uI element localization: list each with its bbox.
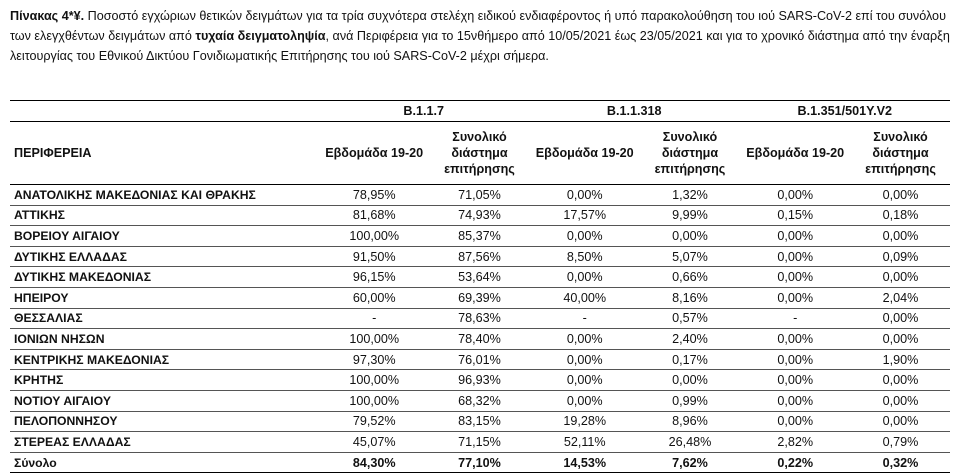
value-cell: 0,17%	[640, 349, 739, 370]
region-name-cell: ΗΠΕΙΡΟΥ	[10, 287, 318, 308]
value-cell: 0,57%	[640, 308, 739, 329]
value-cell: 0,15%	[739, 205, 851, 226]
value-cell: 53,64%	[430, 267, 529, 288]
region-name-cell: ΙΟΝΙΩΝ ΝΗΣΩΝ	[10, 329, 318, 350]
value-cell: 78,63%	[430, 308, 529, 329]
value-cell: 0,00%	[851, 267, 950, 288]
region-name-cell: ΣΤΕΡΕΑΣ ΕΛΛΑΔΑΣ	[10, 432, 318, 453]
value-cell: 84,30%	[318, 452, 430, 473]
table-row	[10, 411, 950, 432]
value-cell: 0,00%	[739, 411, 851, 432]
region-name-cell: Σύνολο	[10, 452, 318, 473]
value-cell: 0,66%	[640, 267, 739, 288]
value-cell: 0,00%	[851, 370, 950, 391]
value-cell: 0,00%	[851, 390, 950, 411]
value-cell: 1,32%	[640, 185, 739, 206]
value-cell: 74,93%	[430, 205, 529, 226]
value-cell: 87,56%	[430, 246, 529, 267]
value-cell: 0,00%	[851, 185, 950, 206]
group-header-b1351: B.1.351/501Y.V2	[739, 101, 950, 122]
value-cell: 0,00%	[529, 370, 641, 391]
region-name-cell: ΝΟΤΙΟΥ ΑΙΓΑΙΟΥ	[10, 390, 318, 411]
table-caption	[10, 6, 950, 66]
value-cell: 9,99%	[640, 205, 739, 226]
value-cell: 0,32%	[851, 452, 950, 473]
week-column-header: Εβδομάδα 19-20	[318, 122, 430, 185]
region-name-cell: ΑΝΑΤΟΛΙΚΗΣ ΜΑΚΕΔΟΝΙΑΣ ΚΑΙ ΘΡΑΚΗΣ	[10, 185, 318, 206]
value-cell: 19,28%	[529, 411, 641, 432]
value-cell: 0,00%	[529, 267, 641, 288]
value-cell: 0,99%	[640, 390, 739, 411]
value-cell: 91,50%	[318, 246, 430, 267]
value-cell: 2,82%	[739, 432, 851, 453]
value-cell: 69,39%	[430, 287, 529, 308]
value-cell: 83,15%	[430, 411, 529, 432]
value-cell: 2,04%	[851, 287, 950, 308]
group-header-row	[10, 101, 950, 122]
table-body	[10, 185, 950, 473]
region-name-cell: ΑΤΤΙΚΗΣ	[10, 205, 318, 226]
value-cell: 0,00%	[739, 349, 851, 370]
table-row	[10, 370, 950, 391]
region-name-cell: ΚΕΝΤΡΙΚΗΣ ΜΑΚΕΔΟΝΙΑΣ	[10, 349, 318, 370]
value-cell: 0,09%	[851, 246, 950, 267]
value-cell: 17,57%	[529, 205, 641, 226]
variants-table	[10, 100, 950, 473]
value-cell: 0,00%	[640, 370, 739, 391]
value-cell: 40,00%	[529, 287, 641, 308]
value-cell: 85,37%	[430, 226, 529, 247]
group-header-b11318: B.1.1.318	[529, 101, 740, 122]
region-name-cell: ΒΟΡΕΙΟΥ ΑΙΓΑΙΟΥ	[10, 226, 318, 247]
value-cell: 100,00%	[318, 329, 430, 350]
caption-text-part2: , ανά Περιφέρεια για το 15νθήμερο από 10/05/2021 έως 23/05/2021 και για το χρονικό διάστημα από την έναρξη λειτουργίας του Εθνικού Δικτύου Γονιδιωματικής Επιτήρησης του ιού SARS-CoV-2 μέχρι σήμερα.	[10, 29, 950, 63]
value-cell: 78,95%	[318, 185, 430, 206]
table-row	[10, 308, 950, 329]
value-cell: 100,00%	[318, 390, 430, 411]
value-cell: 79,52%	[318, 411, 430, 432]
value-cell: 97,30%	[318, 349, 430, 370]
value-cell: 71,15%	[430, 432, 529, 453]
region-name-cell: ΔΥΤΙΚΗΣ ΜΑΚΕΔΟΝΙΑΣ	[10, 267, 318, 288]
caption-label: Πίνακας 4*¥.	[10, 9, 85, 23]
value-cell: -	[739, 308, 851, 329]
value-cell: 5,07%	[640, 246, 739, 267]
value-cell: 0,00%	[529, 185, 641, 206]
value-cell: 78,40%	[430, 329, 529, 350]
caption-text-part1: Ποσοστό εγχώριων θετικών δειγμάτων για τα τρία συχνότερα στελέχη ειδικού ενδιαφέροντος ή υπό παρακολούθηση του ιού SARS-CoV-2 επί του συνόλου των ελεγχθέντων δειγμάτων από	[10, 9, 946, 43]
region-column-header: ΠΕΡΙΦΕΡΕΙΑ	[10, 122, 318, 185]
table-row	[10, 432, 950, 453]
value-cell: 0,22%	[739, 452, 851, 473]
value-cell: 0,00%	[851, 329, 950, 350]
value-cell: 14,53%	[529, 452, 641, 473]
value-cell: 60,00%	[318, 287, 430, 308]
total-period-column-header: Συνολικό διάστημα επιτήρησης	[851, 122, 950, 185]
week-column-header: Εβδομάδα 19-20	[739, 122, 851, 185]
value-cell: 52,11%	[529, 432, 641, 453]
table-row	[10, 185, 950, 206]
data-table-container	[10, 100, 950, 473]
value-cell: 0,00%	[640, 226, 739, 247]
value-cell: 0,00%	[739, 226, 851, 247]
table-row	[10, 226, 950, 247]
value-cell: 81,68%	[318, 205, 430, 226]
value-cell: 8,96%	[640, 411, 739, 432]
group-header-b117: B.1.1.7	[318, 101, 529, 122]
value-cell: 0,00%	[739, 329, 851, 350]
table-row	[10, 349, 950, 370]
value-cell: 100,00%	[318, 370, 430, 391]
value-cell: 7,62%	[640, 452, 739, 473]
table-row	[10, 246, 950, 267]
value-cell: 0,18%	[851, 205, 950, 226]
value-cell: 0,00%	[529, 329, 641, 350]
value-cell: 45,07%	[318, 432, 430, 453]
value-cell: 0,00%	[529, 349, 641, 370]
value-cell: 96,15%	[318, 267, 430, 288]
value-cell: 8,50%	[529, 246, 641, 267]
value-cell: 0,00%	[851, 308, 950, 329]
region-name-cell: ΘΕΣΣΑΛΙΑΣ	[10, 308, 318, 329]
column-header-row	[10, 122, 950, 185]
total-period-column-header: Συνολικό διάστημα επιτήρησης	[430, 122, 529, 185]
region-name-cell: ΔΥΤΙΚΗΣ ΕΛΛΑΔΑΣ	[10, 246, 318, 267]
value-cell: 0,00%	[739, 246, 851, 267]
value-cell: 76,01%	[430, 349, 529, 370]
caption-emphasis: τυχαία δειγματοληψία	[195, 29, 326, 43]
value-cell: -	[318, 308, 430, 329]
value-cell: 0,00%	[529, 390, 641, 411]
region-name-cell: ΠΕΛΟΠΟΝΝΗΣΟΥ	[10, 411, 318, 432]
value-cell: 77,10%	[430, 452, 529, 473]
region-name-cell: ΚΡΗΤΗΣ	[10, 370, 318, 391]
value-cell: 0,00%	[851, 411, 950, 432]
table-row	[10, 329, 950, 350]
value-cell: -	[529, 308, 641, 329]
value-cell: 0,00%	[739, 370, 851, 391]
table-row	[10, 287, 950, 308]
value-cell: 26,48%	[640, 432, 739, 453]
table-row	[10, 390, 950, 411]
table-row	[10, 267, 950, 288]
value-cell: 96,93%	[430, 370, 529, 391]
value-cell: 0,00%	[851, 226, 950, 247]
value-cell: 71,05%	[430, 185, 529, 206]
value-cell: 68,32%	[430, 390, 529, 411]
table-row	[10, 205, 950, 226]
total-period-column-header: Συνολικό διάστημα επιτήρησης	[640, 122, 739, 185]
value-cell: 0,79%	[851, 432, 950, 453]
value-cell: 1,90%	[851, 349, 950, 370]
week-column-header: Εβδομάδα 19-20	[529, 122, 641, 185]
value-cell: 0,00%	[739, 287, 851, 308]
value-cell: 0,00%	[529, 226, 641, 247]
value-cell: 0,00%	[739, 185, 851, 206]
value-cell: 0,00%	[739, 267, 851, 288]
group-header-blank	[10, 101, 318, 122]
value-cell: 2,40%	[640, 329, 739, 350]
value-cell: 8,16%	[640, 287, 739, 308]
value-cell: 0,00%	[739, 390, 851, 411]
value-cell: 100,00%	[318, 226, 430, 247]
